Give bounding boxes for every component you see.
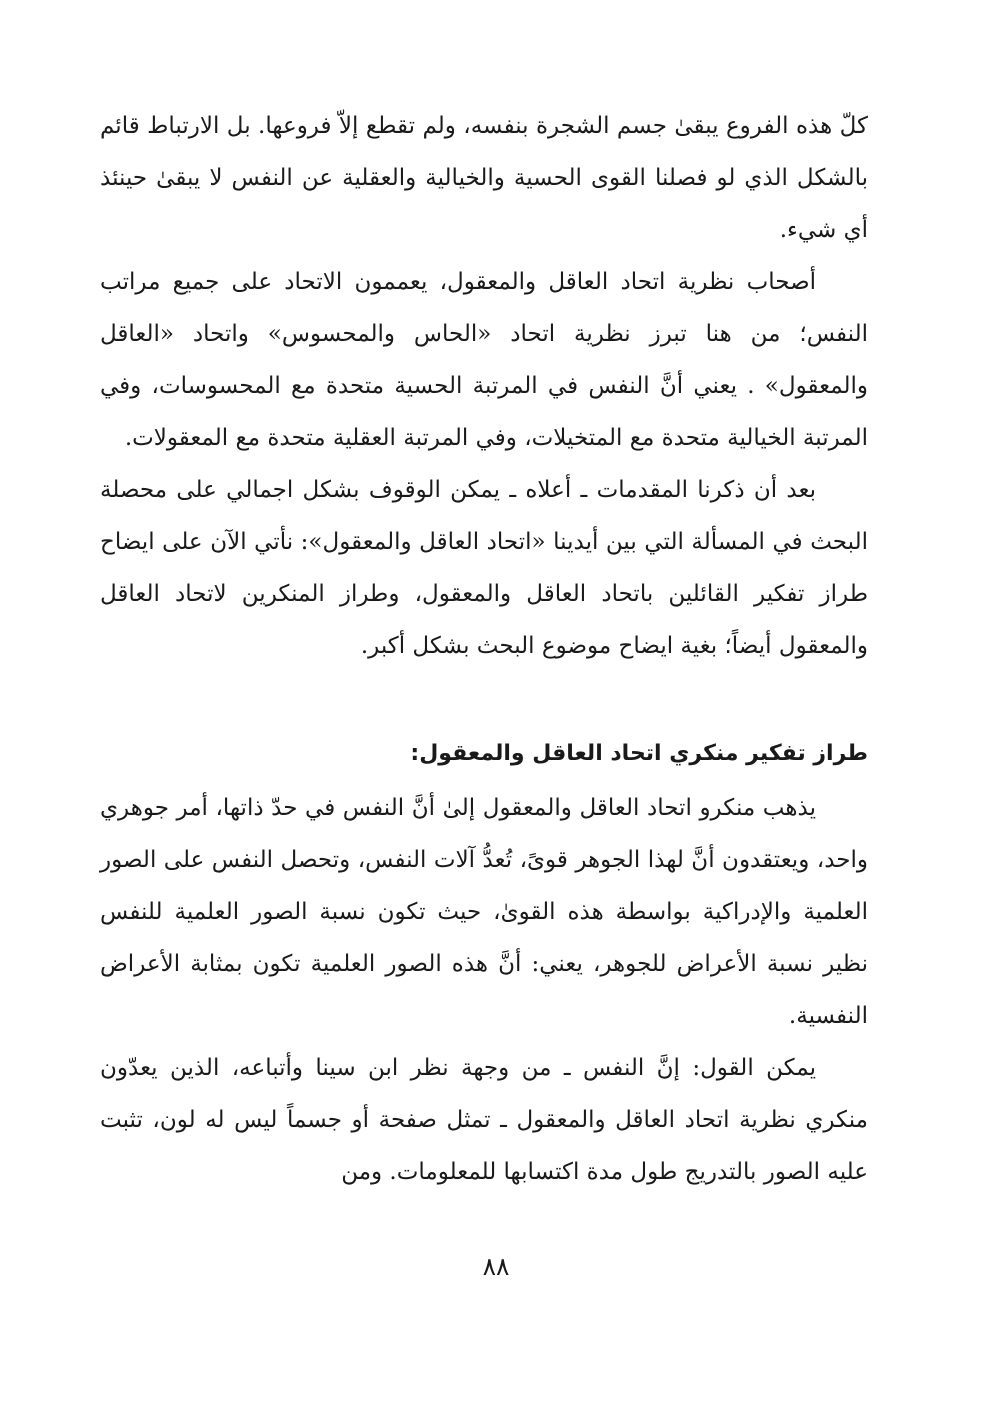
paragraph-tree-branches: كلّ هذه الفروع يبقىٰ جسم الشجرة بنفسه، ولم تقطع إلاّ فروعها. بل الارتباط قائم بالشكل الذي لو فصلنا القوى الحسية والخيالية والعقلية عن النفس لا يبقىٰ حينئذ أي شيء.	[100, 113, 868, 243]
paragraph-ibn-sina-view: يمكن القول: إنَّ النفس ـ من وجهة نظر ابن سينا وأتباعه، الذين يعدّون منكري نظرية اتحاد العاقل والمعقول ـ تمثل صفحة أو جسماً ليس له لون، تثبت عليه الصور بالتدريج طول مدة اكتسابها للمعلومات. ومن	[100, 1055, 868, 1185]
section-heading: طراز تفكير منكري اتحاد العاقل والمعقول:	[410, 741, 868, 766]
book-page	[100, 100, 868, 1198]
paragraph-introduction-summary: بعد أن ذكرنا المقدمات ـ أعلاه ـ يمكن الوقوف بشكل اجمالي على محصلة البحث في المسألة التي بين أيدينا «اتحاد العاقل والمعقول»: نأتي الآن على ايضاح طراز تفكير القائلين باتحاد العاقل والمعقول، وطراز المنكرين لاتحاد العاقل والمعقول أيضاً؛ بغية ايضاح موضوع البحث بشكل أكبر.	[100, 477, 868, 659]
section-deniers-view	[100, 732, 868, 1198]
paragraph-soul-substance: يذهب منكرو اتحاد العاقل والمعقول إلىٰ أنَّ النفس في حدّ ذاتها، أمر جوهري واحد، ويعتقدون أنَّ لهذا الجوهر قوىً، تُعدُّ آلات النفس، وتحصل النفس على الصور العلمية والإدراكية بواسطة هذه القوىٰ، حيث تكون نسبة الصور العلمية للنفس نظير نسبة الأعراض للجوهر، يعني: أنَّ هذه الصور العلمية تكون بمثابة الأعراض النفسية.	[100, 795, 868, 1029]
paragraph-unity-theory: أصحاب نظرية اتحاد العاقل والمعقول، يعممون الاتحاد على جميع مراتب النفس؛ من هنا تبرز نظرية اتحاد «الحاس والمحسوس» واتحاد «العاقل والمعقول» . يعني أنَّ النفس في المرتبة الحسية متحدة مع المحسوسات، وفي المرتبة الخيالية متحدة مع المتخيلات، وفي المرتبة العقلية متحدة مع المعقولات.	[100, 269, 868, 451]
page-number: ٨٨	[482, 1252, 510, 1281]
